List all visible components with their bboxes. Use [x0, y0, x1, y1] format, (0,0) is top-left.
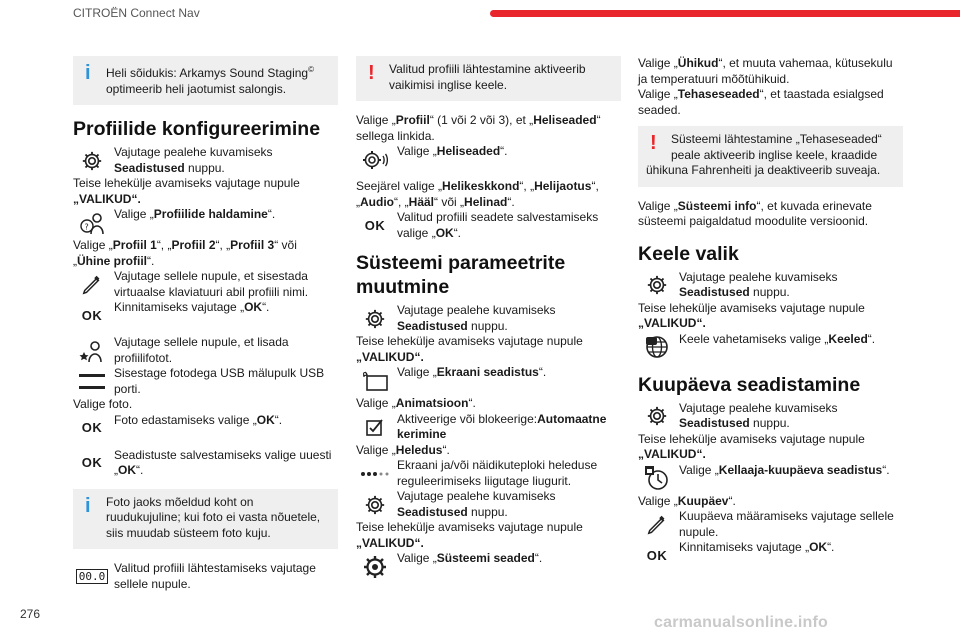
display-settings-icon[interactable] — [356, 365, 394, 396]
system-settings-icon[interactable] — [356, 551, 394, 582]
instruction-text: Vajutage pealehe kuvamiseks Seadistused nuppu. — [397, 303, 556, 333]
instruction-text: Kuupäeva määramiseks vajutage sellele nupule. — [679, 509, 894, 539]
instruction-text: Keele vahetamiseks valige „Keeled“. — [679, 331, 876, 346]
instruction-row — [356, 489, 621, 520]
checkbox-icon[interactable] — [356, 412, 394, 443]
instruction-text: Teise lehekülje avamiseks vajutage nupule „VALIKUD“. — [638, 431, 865, 461]
instruction-text: Teise lehekülje avamiseks vajutage nupule „VALIKUD“. — [638, 300, 865, 330]
instruction-row — [356, 551, 621, 582]
instruction-text: Vajutage pealehe kuvamiseks Seadistused nuppu. — [114, 145, 273, 175]
info-note — [73, 489, 338, 550]
instruction-text: Valige „Tehaseseaded“, et taastada esialgsed seaded. — [638, 87, 884, 117]
gear-icon[interactable] — [356, 303, 394, 334]
instruction-row — [73, 207, 338, 238]
usb-stick-icon — [73, 366, 111, 397]
instruction-text: Valige „Ühikud“, et muuta vahemaa, kütusekulu ja temperatuuri mõõtühikuid. — [638, 56, 893, 86]
instruction-row — [73, 335, 338, 366]
warning-note-text: Valitud profiili lähtestamine aktiveerib vaikimisi inglise keele. — [389, 62, 586, 92]
language-icon[interactable] — [638, 332, 676, 363]
instruction-text: Sisestage fotodega USB mälupulk USB porti. — [114, 366, 325, 396]
instruction-text: Vajutage pealehe kuvamiseks Seadistused nuppu. — [679, 269, 838, 299]
instruction-row — [356, 210, 621, 241]
instruction-row — [638, 401, 903, 432]
instruction-row — [73, 300, 338, 331]
add-photo-icon[interactable] — [73, 335, 111, 366]
instruction-text: Vajutage sellele nupule, et sisestada virtuaalse klaviatuuri abil profiili nimi. — [114, 269, 309, 299]
instruction-row — [356, 458, 621, 489]
instruction-text: Teise lehekülje avamiseks vajutage nupule „VALIKUD“. — [356, 334, 583, 364]
instruction-text: Valige „Heledus“. — [356, 442, 450, 457]
instruction-row — [638, 463, 903, 494]
instruction-text: Valige „Kellaaja-kuupäeva seadistus“. — [679, 462, 890, 477]
instruction-row — [638, 509, 903, 540]
instruction-text: Vajutage pealehe kuvamiseks Seadistused nuppu. — [679, 400, 838, 430]
ok-button-icon[interactable]: OK — [646, 547, 668, 563]
instruction-row — [356, 365, 621, 396]
ok-button-icon[interactable]: OK — [81, 455, 103, 471]
warning-note — [638, 126, 903, 187]
column-2 — [356, 56, 621, 582]
gear-icon[interactable] — [73, 145, 111, 176]
info-note-text: ruudukujuline; kui foto ei vasta nõuetele, siis muudab süsteem foto kuju. — [106, 510, 321, 540]
info-note-text: Foto jaoks mõeldud koht on — [106, 494, 254, 509]
svg-text:?: ? — [84, 222, 89, 231]
sound-settings-icon[interactable] — [356, 144, 394, 175]
section-heading-system-params: Süsteemi parameetrite muutmine — [356, 252, 566, 298]
instruction-row — [638, 332, 903, 363]
instruction-text: Valitud profiili lähtestamiseks vajutage sellele nupule. — [114, 561, 316, 591]
instruction-text: Valige „Süsteemi info“, et kuvada erinevate süsteemi paigaldatud moodulite versioonid. — [638, 198, 872, 228]
slider-icon[interactable] — [356, 458, 394, 489]
info-note-text: Heli sõidukis: Arkamys Sound Staging© optimeerib heli jaotumist salongis. — [106, 65, 315, 96]
instruction-row — [356, 412, 621, 443]
instruction-row — [73, 145, 338, 176]
warning-note-text: Süsteemi lähtestamine „Tehaseseaded“ peale aktiveerib inglise keele, kraadide — [671, 132, 882, 162]
instruction-row — [638, 270, 903, 301]
column-3 — [638, 56, 903, 571]
section-heading-language: Keele valik — [638, 242, 739, 265]
instruction-row — [73, 269, 338, 300]
instruction-text: Kinnitamiseks vajutage „OK“. — [679, 540, 835, 554]
page-number: 276 — [20, 607, 41, 621]
instruction-row — [356, 144, 621, 175]
ok-button-icon[interactable]: OK — [81, 420, 103, 436]
instruction-text: Valige foto. — [73, 397, 133, 411]
instruction-text: Teise lehekülje avamiseks vajutage nupule „VALIKUD“. — [73, 176, 300, 206]
instruction-text: Valige „Animatsioon“. — [356, 396, 476, 410]
info-icon: i — [85, 62, 91, 84]
instruction-text: Foto edastamiseks valige „OK“. — [114, 412, 283, 427]
instruction-row — [356, 303, 621, 334]
reset-profile-icon[interactable]: 00.0 — [73, 561, 111, 592]
instruction-row — [73, 366, 338, 397]
pencil-icon[interactable] — [73, 269, 111, 300]
warning-icon: ! — [368, 62, 375, 84]
pencil-icon[interactable] — [638, 509, 676, 540]
instruction-text: Valige „Kuupäev“. — [638, 493, 736, 508]
instruction-text: Seadistuste salvestamiseks valige uuesti „OK“. — [114, 447, 332, 477]
gear-icon[interactable] — [638, 401, 676, 432]
header-accent-bar — [490, 10, 960, 17]
ok-button-icon[interactable]: OK — [81, 307, 103, 323]
instruction-row — [73, 448, 338, 479]
section-heading-date: Kuupäeva seadistamine — [638, 373, 861, 396]
section-heading-profiles: Profiilide konfigureerimine — [73, 118, 321, 140]
instruction-text: Valige „Profiil“ (1 või 2 või 3), et „Heliseaded“ sellega linkida. — [356, 113, 601, 143]
instruction-text: Valige „Süsteemi seaded“. — [397, 551, 543, 565]
instruction-row — [73, 413, 338, 444]
instruction-text: Valige „Profiilide haldamine“. — [114, 207, 276, 221]
instruction-text: Valige „Ekraani seadistus“. — [397, 365, 547, 379]
instruction-text: Vajutage pealehe kuvamiseks Seadistused nuppu. — [397, 489, 556, 519]
info-note — [73, 56, 338, 105]
instruction-text: Valige „Heliseaded“. — [397, 144, 508, 158]
ok-button-icon[interactable]: OK — [364, 217, 386, 233]
profile-management-icon[interactable] — [73, 207, 111, 238]
instruction-row — [638, 540, 903, 571]
column-1 — [73, 56, 338, 592]
warning-note-text: ühikuna Fahrenheiti ja deaktiveerib suveaja. — [646, 163, 881, 177]
warning-icon: ! — [650, 132, 657, 154]
gear-icon[interactable] — [356, 489, 394, 520]
instruction-text: Ekraani ja/või näidikuteploki heleduse reguleerimiseks liigutage liugurit. — [397, 458, 598, 488]
instruction-row — [73, 561, 338, 592]
instruction-text: Valitud profiili seadete salvestamiseks valige „OK“. — [397, 210, 599, 240]
watermark: carmanualsonline.info — [654, 614, 829, 631]
instruction-text: Seejärel valige „Helikeskkond“, „Helijaotus“, „Audio“, „Hääl“ või „Helinad“. — [356, 179, 599, 209]
instruction-text: Teise lehekülje avamiseks vajutage nupule „VALIKUD“. — [356, 520, 583, 550]
gear-icon[interactable] — [638, 270, 676, 301]
warning-note — [356, 56, 621, 101]
instruction-text: Vajutage sellele nupule, et lisada profiilifotot. — [114, 335, 289, 365]
header-title: CITROËN Connect Nav — [73, 6, 200, 20]
info-icon: i — [85, 494, 91, 517]
clock-calendar-icon[interactable] — [638, 463, 676, 494]
instruction-text: Valige „Profiil 1“, „Profiil 2“, „Profiil 3“ või „Ühine profiil“. — [73, 238, 297, 268]
instruction-text: Kinnitamiseks vajutage „OK“. — [114, 300, 270, 314]
instruction-text: Aktiveerige või blokeerige:Automaatne kerimine — [397, 411, 607, 441]
